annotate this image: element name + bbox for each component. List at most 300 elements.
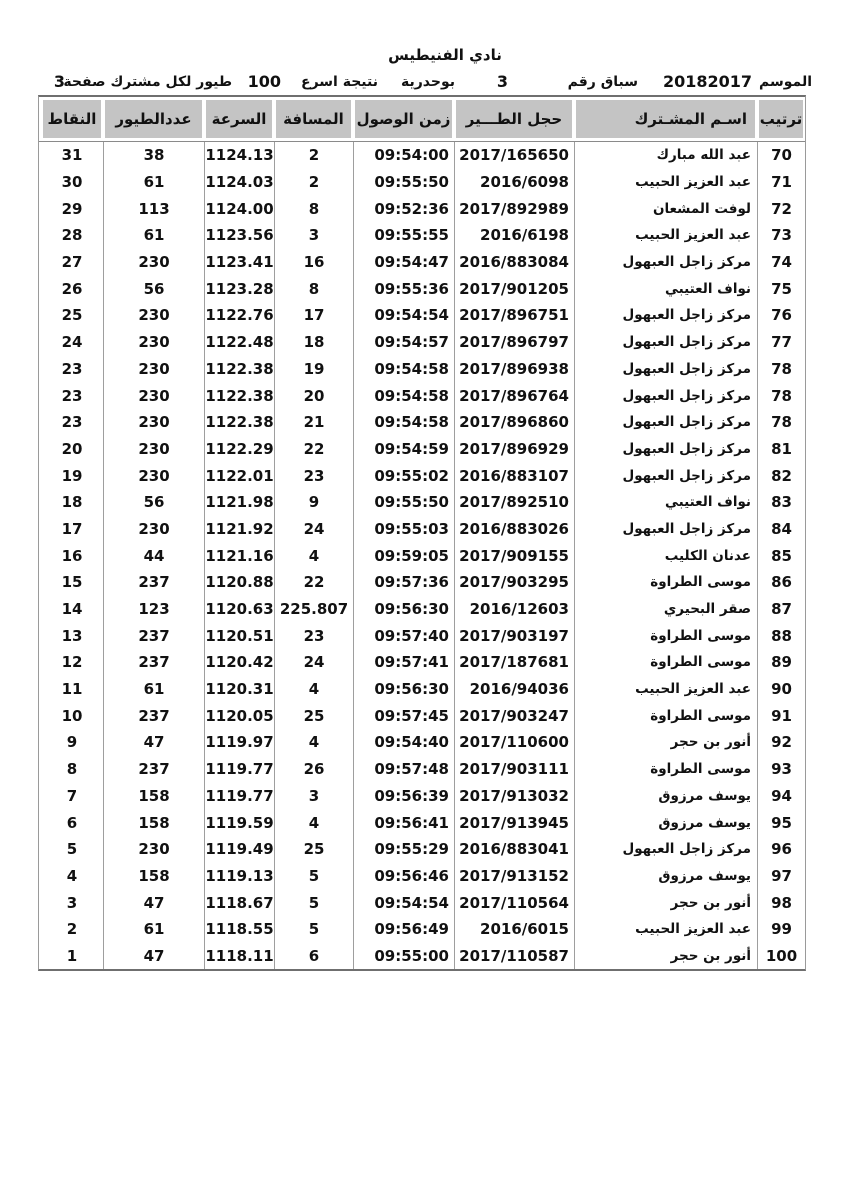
cell-birds: 56	[103, 489, 204, 516]
cell-speed: 1124.13	[204, 142, 274, 169]
cell-distance: 20	[274, 382, 353, 409]
cell-points: 29	[61, 199, 83, 218]
cell-ring: 2017/110587	[454, 943, 574, 970]
cell-rank: 100	[757, 943, 805, 970]
table-row	[39, 889, 805, 916]
table-row	[39, 436, 805, 463]
header-speed: السرعة	[206, 100, 272, 138]
cell-speed: 1118.11	[204, 943, 274, 970]
cell-rank: 89	[757, 649, 805, 676]
cell-name: مركز زاجل العبهول	[574, 462, 757, 489]
cell-ring: 2016/883041	[454, 836, 574, 863]
cell-rank: 83	[757, 489, 805, 516]
cell-speed: 1121.98	[204, 489, 274, 516]
cell-birds: 44	[103, 542, 204, 569]
cell-speed: 1120.63	[204, 596, 274, 623]
cell-points: 7	[66, 786, 78, 805]
race-number-value: 3	[496, 72, 508, 91]
cell-ring: 2017/896751	[454, 302, 574, 329]
cell-rank: 91	[757, 702, 805, 729]
cell-speed: 1119.77	[204, 756, 274, 783]
cell-name: عبد الله مبارك	[574, 142, 757, 169]
cell-birds: 237	[103, 569, 204, 596]
cell-name: موسى الطراوة	[574, 622, 757, 649]
cell-distance: 26	[274, 756, 353, 783]
cell-ring: 2017/896764	[454, 382, 574, 409]
cell-name: يوسف مرزوق	[574, 809, 757, 836]
cell-birds: 61	[103, 169, 204, 196]
table-row	[39, 756, 805, 783]
header-name: اسـم المشـترك	[576, 100, 755, 138]
header-ring: حجل الطـــير	[456, 100, 572, 138]
cell-birds: 158	[103, 863, 204, 890]
table-row	[39, 702, 805, 729]
cell-distance: 23	[274, 622, 353, 649]
table-row	[39, 622, 805, 649]
cell-rank: 99	[757, 916, 805, 943]
cell-speed: 1118.67	[204, 889, 274, 916]
cell-points: 18	[61, 493, 83, 512]
table-row	[39, 329, 805, 356]
cell-speed: 1124.00	[204, 195, 274, 222]
cell-arrival: 09:55:50	[353, 489, 454, 516]
cell-name: يوسف مرزوق	[574, 783, 757, 810]
table-row	[39, 783, 805, 810]
cell-rank: 97	[757, 863, 805, 890]
header-birds: عددالطيور	[105, 100, 202, 138]
cell-rank: 95	[757, 809, 805, 836]
cell-distance: 4	[274, 542, 353, 569]
season-value: 20182017	[662, 72, 752, 91]
cell-distance: 16	[274, 249, 353, 276]
table-row	[39, 649, 805, 676]
cell-points: 14	[61, 600, 83, 619]
cell-points: 25	[61, 306, 83, 325]
result-count: 100	[247, 72, 281, 91]
cell-ring: 2017/903197	[454, 622, 574, 649]
cell-rank: 84	[757, 516, 805, 543]
cell-speed: 1122.38	[204, 356, 274, 383]
cell-ring: 2017/913152	[454, 863, 574, 890]
cell-ring: 2016/883107	[454, 462, 574, 489]
cell-speed: 1119.97	[204, 729, 274, 756]
cell-distance: 21	[274, 409, 353, 436]
cell-rank: 93	[757, 756, 805, 783]
cell-rank: 87	[757, 596, 805, 623]
cell-name: موسى الطراوة	[574, 649, 757, 676]
cell-distance: 4	[274, 809, 353, 836]
cell-ring: 2016/883084	[454, 249, 574, 276]
cell-rank: 94	[757, 783, 805, 810]
cell-birds: 38	[103, 142, 204, 169]
cell-rank: 90	[757, 676, 805, 703]
cell-name: مركز زاجل العبهول	[574, 302, 757, 329]
cell-arrival: 09:56:49	[353, 916, 454, 943]
cell-rank: 98	[757, 889, 805, 916]
cell-arrival: 09:57:45	[353, 702, 454, 729]
cell-arrival: 09:54:54	[353, 889, 454, 916]
report-info-line	[0, 70, 848, 94]
cell-speed: 1123.28	[204, 275, 274, 302]
cell-birds: 230	[103, 836, 204, 863]
cell-rank: 73	[757, 222, 805, 249]
cell-points: 3	[66, 893, 78, 912]
cell-ring: 2016/883026	[454, 516, 574, 543]
cell-name: صقر البحيري	[574, 596, 757, 623]
table-row	[39, 462, 805, 489]
cell-speed: 1120.42	[204, 649, 274, 676]
cell-rank: 76	[757, 302, 805, 329]
cell-name: مركز زاجل العبهول	[574, 382, 757, 409]
cell-rank: 82	[757, 462, 805, 489]
cell-points: 6	[66, 813, 78, 832]
cell-distance: 4	[274, 676, 353, 703]
cell-points: 4	[66, 866, 78, 885]
cell-name: نواف العتيبي	[574, 489, 757, 516]
cell-distance: 24	[274, 516, 353, 543]
cell-name: مركز زاجل العبهول	[574, 249, 757, 276]
table-row	[39, 516, 805, 543]
table-row	[39, 836, 805, 863]
table-row	[39, 943, 805, 970]
table-row	[39, 275, 805, 302]
cell-speed: 1119.77	[204, 783, 274, 810]
cell-points: 30	[61, 173, 83, 192]
cell-speed: 1120.05	[204, 702, 274, 729]
cell-rank: 85	[757, 542, 805, 569]
cell-speed: 1124.03	[204, 169, 274, 196]
cell-points: 19	[61, 466, 83, 485]
cell-distance: 24	[274, 649, 353, 676]
cell-distance: 22	[274, 436, 353, 463]
cell-points: 26	[61, 279, 83, 298]
cell-speed: 1122.38	[204, 409, 274, 436]
cell-speed: 1120.51	[204, 622, 274, 649]
cell-arrival: 09:54:58	[353, 409, 454, 436]
cell-birds: 237	[103, 756, 204, 783]
cell-points: 15	[61, 573, 83, 592]
cell-distance: 3	[274, 783, 353, 810]
table-row	[39, 356, 805, 383]
cell-ring: 2016/6198	[454, 222, 574, 249]
cell-points: 23	[61, 386, 83, 405]
cell-speed: 1119.59	[204, 809, 274, 836]
cell-arrival: 09:56:46	[353, 863, 454, 890]
cell-arrival: 09:57:41	[353, 649, 454, 676]
cell-birds: 230	[103, 249, 204, 276]
cell-name: يوسف مرزوق	[574, 863, 757, 890]
cell-ring: 2017/903111	[454, 756, 574, 783]
cell-speed: 1122.38	[204, 382, 274, 409]
cell-arrival: 09:57:36	[353, 569, 454, 596]
cell-name: موسى الطراوة	[574, 702, 757, 729]
cell-points: 23	[61, 413, 83, 432]
table-row	[39, 222, 805, 249]
cell-points: 13	[61, 626, 83, 645]
header-rank: ترتيب	[759, 100, 803, 138]
cell-birds: 61	[103, 676, 204, 703]
cell-speed: 1120.88	[204, 569, 274, 596]
cell-rank: 78	[757, 356, 805, 383]
cell-arrival: 09:55:55	[353, 222, 454, 249]
cell-name: أنور بن حجر	[574, 729, 757, 756]
cell-distance: 25	[274, 702, 353, 729]
cell-distance: 2	[274, 142, 353, 169]
cell-ring: 2016/12603	[454, 596, 574, 623]
cell-points: 27	[61, 253, 83, 272]
cell-distance: 5	[274, 916, 353, 943]
cell-ring: 2017/187681	[454, 649, 574, 676]
cell-rank: 86	[757, 569, 805, 596]
season-label: الموسم	[759, 74, 812, 90]
cell-speed: 1120.31	[204, 676, 274, 703]
cell-points: 1	[66, 946, 78, 965]
cell-name: موسى الطراوة	[574, 569, 757, 596]
results-table	[38, 95, 806, 971]
table-row	[39, 302, 805, 329]
cell-name: عبد العزيز الحبيب	[574, 676, 757, 703]
race-number-label: سباق رقم	[567, 74, 638, 90]
cell-points: 8	[66, 760, 78, 779]
cell-ring: 2017/896929	[454, 436, 574, 463]
cell-ring: 2017/892510	[454, 489, 574, 516]
cell-points: 2	[66, 920, 78, 939]
cell-rank: 70	[757, 142, 805, 169]
cell-arrival: 09:57:40	[353, 622, 454, 649]
cell-distance: 9	[274, 489, 353, 516]
cell-name: مركز زاجل العبهول	[574, 836, 757, 863]
cell-birds: 230	[103, 462, 204, 489]
cell-speed: 1123.56	[204, 222, 274, 249]
header-distance: المسافة	[276, 100, 351, 138]
cell-birds: 61	[103, 916, 204, 943]
cell-birds: 56	[103, 275, 204, 302]
cell-birds: 47	[103, 729, 204, 756]
table-row	[39, 729, 805, 756]
cell-ring: 2017/909155	[454, 542, 574, 569]
cell-points: 23	[61, 359, 83, 378]
cell-rank: 81	[757, 436, 805, 463]
cell-rank: 88	[757, 622, 805, 649]
table-header-row	[39, 97, 805, 142]
cell-distance: 8	[274, 195, 353, 222]
cell-speed: 1122.76	[204, 302, 274, 329]
cell-rank: 71	[757, 169, 805, 196]
cell-arrival: 09:52:36	[353, 195, 454, 222]
cell-arrival: 09:55:50	[353, 169, 454, 196]
cell-distance: 225.807	[274, 596, 353, 623]
cell-rank: 77	[757, 329, 805, 356]
cell-points: 11	[61, 680, 83, 699]
cell-arrival: 09:54:00	[353, 142, 454, 169]
cell-speed: 1122.01	[204, 462, 274, 489]
table-row	[39, 596, 805, 623]
cell-name: مركز زاجل العبهول	[574, 409, 757, 436]
cell-speed: 1122.48	[204, 329, 274, 356]
cell-rank: 75	[757, 275, 805, 302]
table-row	[39, 409, 805, 436]
cell-points: 28	[61, 226, 83, 245]
cell-speed: 1119.13	[204, 863, 274, 890]
table-row	[39, 569, 805, 596]
cell-name: مركز زاجل العبهول	[574, 436, 757, 463]
cell-ring: 2017/165650	[454, 142, 574, 169]
cell-points: 31	[61, 146, 83, 165]
table-body	[39, 142, 805, 969]
table-row	[39, 809, 805, 836]
cell-speed: 1118.55	[204, 916, 274, 943]
cell-name: عبد العزيز الحبيب	[574, 916, 757, 943]
cell-rank: 78	[757, 382, 805, 409]
cell-birds: 237	[103, 649, 204, 676]
cell-arrival: 09:55:02	[353, 462, 454, 489]
cell-distance: 19	[274, 356, 353, 383]
cell-distance: 3	[274, 222, 353, 249]
cell-distance: 17	[274, 302, 353, 329]
cell-birds: 61	[103, 222, 204, 249]
cell-arrival: 09:56:41	[353, 809, 454, 836]
per-participant-label: طيور لكل مشترك صفحة	[63, 74, 232, 90]
cell-points: 9	[66, 733, 78, 752]
cell-birds: 230	[103, 436, 204, 463]
cell-arrival: 09:55:03	[353, 516, 454, 543]
cell-ring: 2017/913032	[454, 783, 574, 810]
cell-rank: 72	[757, 195, 805, 222]
cell-distance: 23	[274, 462, 353, 489]
cell-birds: 230	[103, 382, 204, 409]
cell-ring: 2017/110564	[454, 889, 574, 916]
result-label: نتيجة اسرع	[301, 74, 378, 90]
cell-rank: 74	[757, 249, 805, 276]
table-row	[39, 169, 805, 196]
table-row	[39, 863, 805, 890]
cell-arrival: 09:54:59	[353, 436, 454, 463]
cell-speed: 1123.41	[204, 249, 274, 276]
cell-birds: 230	[103, 516, 204, 543]
cell-birds: 158	[103, 783, 204, 810]
cell-points: 12	[61, 653, 83, 672]
cell-ring: 2016/6098	[454, 169, 574, 196]
cell-points: 10	[61, 706, 83, 725]
cell-ring: 2016/6015	[454, 916, 574, 943]
cell-birds: 237	[103, 702, 204, 729]
cell-distance: 6	[274, 943, 353, 970]
table-row	[39, 249, 805, 276]
table-row	[39, 195, 805, 222]
cell-points: 20	[61, 439, 83, 458]
cell-name: أنور بن حجر	[574, 889, 757, 916]
cell-name: نواف العتيبي	[574, 275, 757, 302]
cell-rank: 96	[757, 836, 805, 863]
cell-birds: 47	[103, 889, 204, 916]
table-row	[39, 382, 805, 409]
cell-name: عبد العزيز الحبيب	[574, 222, 757, 249]
cell-arrival: 09:55:29	[353, 836, 454, 863]
cell-name: أنور بن حجر	[574, 943, 757, 970]
cell-birds: 237	[103, 622, 204, 649]
cell-rank: 78	[757, 409, 805, 436]
cell-ring: 2017/903247	[454, 702, 574, 729]
cell-arrival: 09:56:30	[353, 676, 454, 703]
cell-arrival: 09:55:00	[353, 943, 454, 970]
cell-points: 17	[61, 519, 83, 538]
cell-birds: 230	[103, 329, 204, 356]
cell-points: 5	[66, 840, 78, 859]
cell-distance: 22	[274, 569, 353, 596]
cell-arrival: 09:54:47	[353, 249, 454, 276]
cell-speed: 1121.16	[204, 542, 274, 569]
cell-ring: 2017/901205	[454, 275, 574, 302]
table-row	[39, 676, 805, 703]
cell-birds: 230	[103, 356, 204, 383]
cell-arrival: 09:57:48	[353, 756, 454, 783]
cell-points: 16	[61, 546, 83, 565]
cell-birds: 113	[103, 195, 204, 222]
race-location: بوحدرية	[400, 74, 455, 90]
cell-name: لوفت المشعان	[574, 195, 757, 222]
table-row	[39, 142, 805, 169]
cell-distance: 4	[274, 729, 353, 756]
cell-birds: 230	[103, 302, 204, 329]
cell-ring: 2017/896938	[454, 356, 574, 383]
cell-name: عدنان الكليب	[574, 542, 757, 569]
cell-birds: 47	[103, 943, 204, 970]
cell-name: عبد العزيز الحبيب	[574, 169, 757, 196]
cell-ring: 2017/913945	[454, 809, 574, 836]
cell-arrival: 09:54:57	[353, 329, 454, 356]
cell-ring: 2017/896797	[454, 329, 574, 356]
header-arrival: زمن الوصول	[355, 100, 452, 138]
table-row	[39, 489, 805, 516]
cell-arrival: 09:56:30	[353, 596, 454, 623]
cell-speed: 1121.92	[204, 516, 274, 543]
cell-arrival: 09:54:54	[353, 302, 454, 329]
cell-arrival: 09:54:40	[353, 729, 454, 756]
cell-points: 24	[61, 333, 83, 352]
cell-name: مركز زاجل العبهول	[574, 329, 757, 356]
page-number: 3	[53, 72, 65, 91]
table-row	[39, 542, 805, 569]
cell-distance: 5	[274, 863, 353, 890]
cell-birds: 158	[103, 809, 204, 836]
cell-arrival: 09:55:36	[353, 275, 454, 302]
cell-distance: 25	[274, 836, 353, 863]
cell-ring: 2017/110600	[454, 729, 574, 756]
cell-ring: 2016/94036	[454, 676, 574, 703]
cell-name: مركز زاجل العبهول	[574, 516, 757, 543]
cell-speed: 1122.29	[204, 436, 274, 463]
cell-ring: 2017/896860	[454, 409, 574, 436]
cell-arrival: 09:59:05	[353, 542, 454, 569]
cell-distance: 5	[274, 889, 353, 916]
cell-arrival: 09:54:58	[353, 356, 454, 383]
cell-name: موسى الطراوة	[574, 756, 757, 783]
cell-name: مركز زاجل العبهول	[574, 356, 757, 383]
cell-arrival: 09:54:58	[353, 382, 454, 409]
cell-ring: 2017/903295	[454, 569, 574, 596]
cell-distance: 18	[274, 329, 353, 356]
cell-birds: 230	[103, 409, 204, 436]
header-points: النقاط	[43, 100, 101, 138]
cell-distance: 8	[274, 275, 353, 302]
table-row	[39, 916, 805, 943]
club-title: نادي الفنيطيس	[388, 46, 502, 64]
cell-distance: 2	[274, 169, 353, 196]
cell-speed: 1119.49	[204, 836, 274, 863]
cell-arrival: 09:56:39	[353, 783, 454, 810]
cell-birds: 123	[103, 596, 204, 623]
cell-rank: 92	[757, 729, 805, 756]
